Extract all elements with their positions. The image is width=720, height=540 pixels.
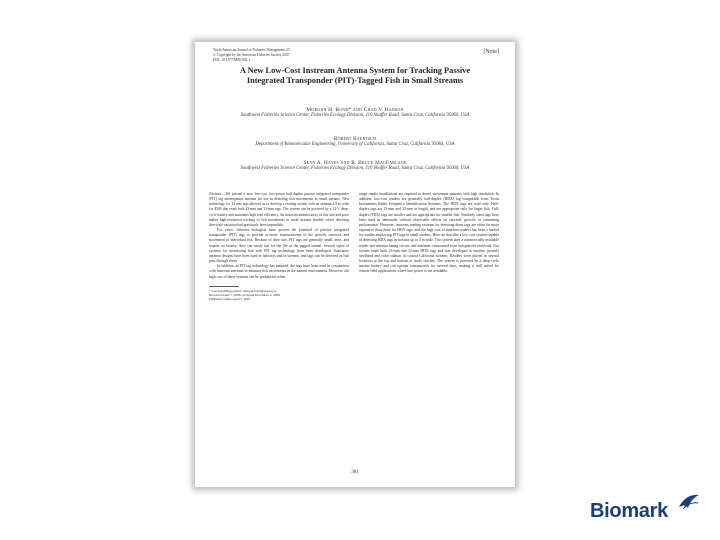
author-names: Sean A. Hayes and R. Bruce MacFarlane — [303, 160, 407, 166]
left-column — [209, 192, 349, 302]
fish-swoosh-icon — [677, 492, 701, 512]
author-names: Morgan H. Bond* and Chad V. Hanson — [306, 107, 404, 113]
body-paragraph: range reader installations are required to detect movement patterns with high resolution. In addition, low-cost readers are generally half-duplex (HDX) tag compatible from Texas Instruments Radio Frequency Identification Systems. The HDX tags are read only. Half-duplex tags are 23-mm and 32-mm in length, and are appropriate only for larger fish. Full-duplex (FDX) tags are smaller and are appropriate for smaller fish. Similarly sized tags have been used in salmonids without observable effects on survival, growth, or swimming performance. However, instream reading systems for detecting these tags are often far more expensive than those for HDX tags, and the high cost of instream readers has been a barrier for studies employing PIT tags in small streams. Here we describe a low-cost system capable of detecting HDX tags in streams up to 3 m wide. This system uses a commercially available reader and antenna tuning circuit, and antennas constructed from inexpensive materials. Our system reads both 23-mm and 32-mm HDX tags and was developed to monitor juvenile steelhead and coho salmon in coastal California streams. Readers were placed in several locations at the top and bottom of study reaches. The system is powered by a deep-cycle marine battery and can operate continuously for several days, making it well suited for remote field applications where line power is not available. — [359, 192, 499, 274]
biomark-logo — [590, 488, 708, 532]
abstract: Abstract.—We present a new, low-cost, low-power half-duplex passive integrated transponder (PIT) tag interrogation antenna for use in detecting fish movements in small streams. New technology for 32-mm tags allowed us to develop a reading system with an antenna 2.9 m wide for $300 that reads both 23-mm and 32-mm tags. The system can be powered by a 12-V deep-cycle battery and maintains high read efficiency. An instream antenna array of this size and price makes high-resolution tracking of fish movements in small streams feasible where detecting fine-scale variation had previously been impossible. — [209, 192, 349, 227]
journal-page — [195, 42, 515, 487]
page-number: 381 — [351, 470, 359, 475]
journal-header — [213, 48, 413, 63]
header-line: North American Journal of Fisheries Management 27: — [213, 48, 291, 52]
body-paragraph: For years, fisheries biologists have proven the potential of passive integrated transponder (PIT) tags to provide accurate measurements of the growth, survival, and movement of individual fish. Because of their size, PIT tags are generally small, inert, and require no battery; they can easily last for the life of the tagged animal. Several types of systems for monitoring fish with PIT tag technology have been developed. Stationary antenna designs have been used in fishways and in streams, and tags can be detected as fish pass through them. — [209, 228, 349, 264]
header-line: DOI: 10.1577/M06-094.1 — [213, 58, 251, 62]
body-paragraph: In addition, as PIT tag technology has matured, the tags have been used in conjunction with instream antennas to measure fish movements in the natural environment. However, the high cost of these systems can be prohibitive when — [209, 264, 349, 279]
author-affiliation: Department of Biomolecular Engineering, University of California, Santa Cruz, California 95064, USA — [255, 142, 455, 147]
footnote-rule — [209, 286, 239, 287]
author-affiliation: Southwest Fisheries Science Center, Fisheries Ecology Division, 110 Shaffer Road, Santa Cruz, California 95060, USA — [240, 113, 470, 118]
footnote-line: Received April 7, 2006; accepted December 2, 2006 — [209, 293, 280, 298]
paper-title: A New Low-Cost Instream Antenna System for Tracking Passive Integrated Transponder (PIT)-Tagged Fish in Small Streams — [239, 66, 471, 85]
header-line: © Copyright by the American Fisheries Society 2007 — [213, 53, 290, 57]
article-type-tag: [Note] — [483, 49, 499, 55]
author-block — [215, 107, 495, 119]
author-names: Robert Baertsch — [333, 136, 377, 142]
footnote-line: * Corresponding author: morgan.bond@noaa.gov — [209, 288, 277, 293]
author-block — [215, 136, 495, 148]
footnote-line: Published online April 2, 2007 — [209, 297, 251, 302]
right-column — [359, 192, 499, 275]
author-affiliation: Southwest Fisheries Science Center, Fisheries Ecology Division, 110 Shaffer Road, Santa Cruz, California 95060, USA — [240, 166, 470, 171]
author-block — [215, 160, 495, 172]
logo-wordmark: Biomark — [590, 500, 668, 522]
